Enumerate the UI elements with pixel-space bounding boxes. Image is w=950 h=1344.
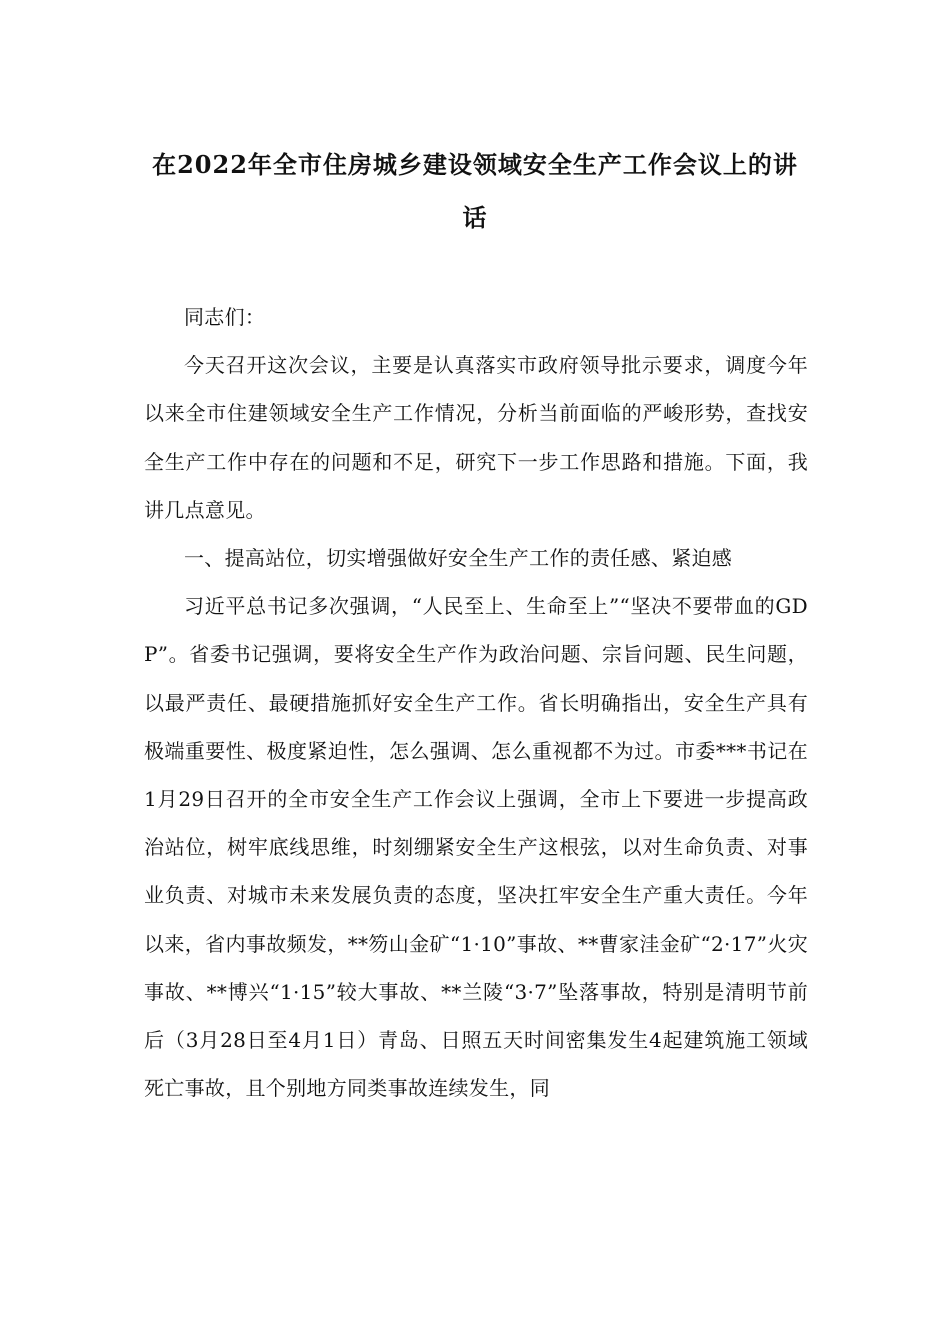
paragraph-section-1: 习近平总书记多次强调，“人民至上、生命至上”“坚决不要带血的GDP”。省委书记强调，要将安全生产作为政治问题、宗旨问题、民生问题，以最严责任、最硬措施抓好安全生产工作。省长明确指出，安全生产具有极端重要性、极度紧迫性，怎么强调、怎么重视都不为过。市委***书记在1月29日召开的全市安全生产工作会议上强调，全市上下要进一步提高政治站位，树牢底线思维，时刻绷紧安全生产这根弦，以对生命负责、对事业负责、对城市未来发展负责的态度，坚决扛牢安全生产重大责任。今年以来，省内事故频发，**笏山金矿“1·10”事故、**曹家洼金矿“2·17”火灾事故、**博兴“1·15”较大事故、**兰陵“3·7”坠落事故，特别是清明节前后（3月28日至4月1日）青岛、日照五天时间密集发生4起建筑施工领域死亡事故，且个别地方同类事故连续发生，同 [144, 594, 808, 1101]
document-title: 在2022年全市住房城乡建设领域安全生产工作会议上的讲话 [152, 150, 798, 232]
section-heading-1: 一、提高站位，切实增强做好安全生产工作的责任感、紧迫感 [184, 546, 733, 571]
paragraph-intro: 今天召开这次会议，主要是认真落实市政府领导批示要求，调度今年以来全市住建领域安全生产工作情况，分析当前面临的严峻形势，查找安全生产工作中存在的问题和不足，研究下一步工作思路和措施。下面，我讲几点意见。 [144, 353, 808, 522]
document-body [144, 293, 808, 1112]
salutation: 同志们： [184, 305, 266, 329]
